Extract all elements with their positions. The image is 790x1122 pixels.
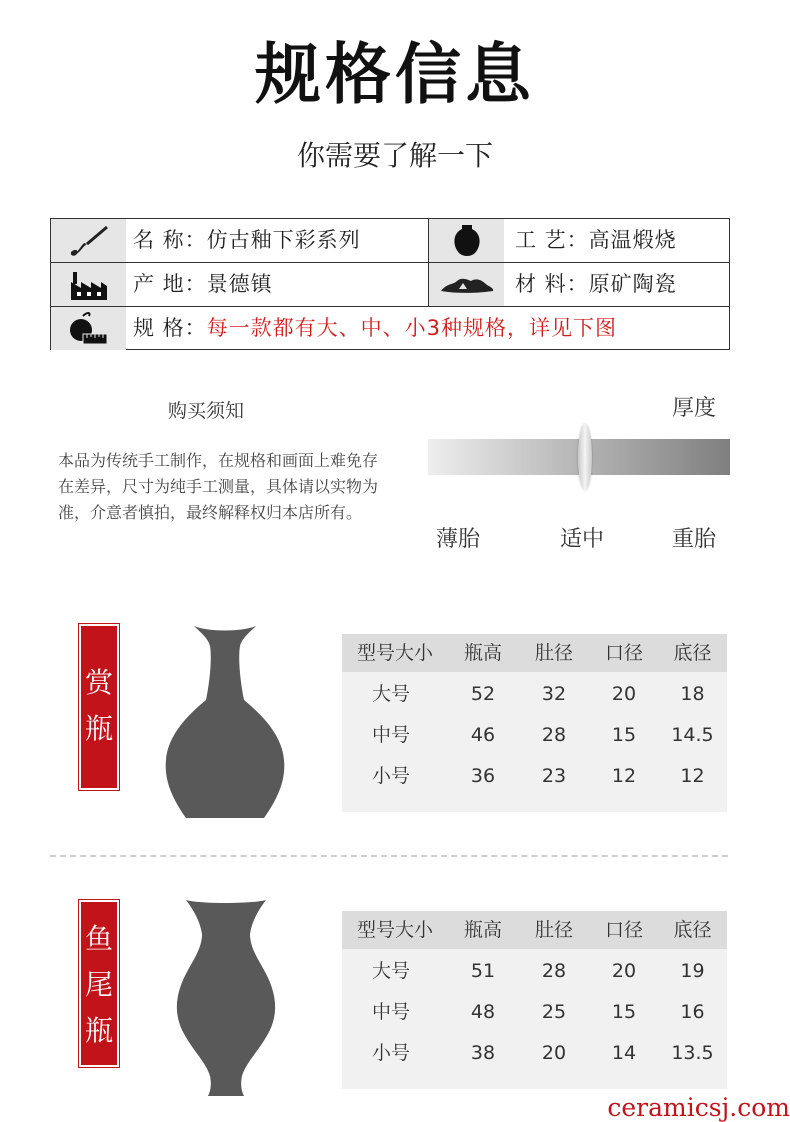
cell: 14 bbox=[611, 1042, 637, 1064]
thickness-thin: 薄胎 bbox=[436, 527, 481, 552]
cell: 中号 bbox=[371, 1001, 410, 1023]
spec-header bbox=[342, 634, 727, 672]
spec-table-1 bbox=[342, 634, 727, 812]
shangping-vase-image bbox=[160, 624, 290, 820]
info-spec-label: 规 格： bbox=[133, 316, 207, 340]
cell: 15 bbox=[611, 1001, 637, 1023]
info-material: 材 料：原矿陶瓷 bbox=[515, 272, 677, 296]
cell: 48 bbox=[470, 1001, 496, 1023]
section-tag-2 bbox=[79, 900, 119, 1067]
notice-title: 购买须知 bbox=[168, 400, 245, 422]
cell: 28 bbox=[541, 960, 567, 982]
thickness-title: 厚度 bbox=[672, 396, 717, 421]
info-row-1 bbox=[51, 219, 729, 263]
cell: 32 bbox=[541, 683, 567, 705]
tag-char: 尾 bbox=[84, 968, 113, 1001]
table-row bbox=[342, 951, 727, 992]
cell: 12 bbox=[611, 765, 637, 787]
col-mouth: 口径 bbox=[604, 919, 643, 941]
info-table bbox=[50, 218, 730, 350]
notice-body: 本品为传统手工制作，在规格和画面上难免存在差异，尺寸为纯手工测量，具体请以实物为准，介意者慎拍，最终解释权归本店所有。 bbox=[58, 451, 379, 522]
brush-icon bbox=[51, 219, 126, 262]
col-height: 瓶高 bbox=[463, 919, 502, 941]
apple-ruler-icon bbox=[51, 307, 126, 350]
spec-header bbox=[342, 911, 727, 949]
cell: 51 bbox=[470, 960, 496, 982]
table-row bbox=[342, 1033, 727, 1074]
tag-char: 赏 bbox=[84, 666, 113, 699]
spec-table-2 bbox=[342, 911, 727, 1089]
info-craft: 工 艺：高温煅烧 bbox=[515, 228, 677, 252]
cell: 52 bbox=[470, 683, 496, 705]
cell: 小号 bbox=[371, 765, 410, 787]
cell: 23 bbox=[541, 765, 567, 787]
cell: 12 bbox=[680, 765, 705, 787]
cell: 38 bbox=[470, 1042, 496, 1064]
cell: 13.5 bbox=[671, 1042, 714, 1064]
col-size: 型号大小 bbox=[356, 642, 433, 664]
thickness-medium: 适中 bbox=[560, 527, 605, 552]
col-belly: 肚径 bbox=[534, 919, 573, 941]
cell: 14.5 bbox=[671, 724, 714, 746]
info-row-2 bbox=[51, 263, 729, 307]
section-tag-1 bbox=[79, 624, 119, 790]
tag-char: 瓶 bbox=[84, 1014, 113, 1047]
clay-icon bbox=[429, 263, 504, 306]
cell: 28 bbox=[541, 724, 567, 746]
cell: 中号 bbox=[371, 724, 410, 746]
col-base: 底径 bbox=[673, 919, 712, 941]
cell: 15 bbox=[611, 724, 637, 746]
info-origin: 产 地：景德镇 bbox=[133, 272, 273, 296]
cell: 25 bbox=[541, 1001, 567, 1023]
col-mouth: 口径 bbox=[604, 642, 643, 664]
cell: 16 bbox=[680, 1001, 705, 1023]
cell: 19 bbox=[680, 960, 705, 982]
cell: 大号 bbox=[371, 683, 410, 705]
info-row-3 bbox=[51, 307, 729, 350]
table-row bbox=[342, 756, 727, 797]
table-row bbox=[342, 992, 727, 1033]
info-spec bbox=[133, 307, 617, 350]
page-subtitle: 你需要了解一下 bbox=[296, 139, 493, 172]
cell: 46 bbox=[470, 724, 496, 746]
cell: 20 bbox=[611, 683, 637, 705]
fishtail-vase-image bbox=[166, 898, 286, 1098]
table-row bbox=[342, 674, 727, 715]
cell: 18 bbox=[680, 683, 705, 705]
info-name: 名 称：仿古釉下彩系列 bbox=[133, 228, 361, 252]
table-row bbox=[342, 715, 727, 756]
tag-char: 鱼 bbox=[84, 922, 113, 955]
col-belly: 肚径 bbox=[534, 642, 573, 664]
col-height: 瓶高 bbox=[463, 642, 502, 664]
cell: 36 bbox=[470, 765, 496, 787]
cell: 20 bbox=[611, 960, 637, 982]
tag-char: 瓶 bbox=[84, 712, 113, 745]
col-base: 底径 bbox=[673, 642, 712, 664]
col-size: 型号大小 bbox=[356, 919, 433, 941]
cell: 大号 bbox=[371, 960, 410, 982]
watermark: ceramicsj.com bbox=[607, 1093, 790, 1122]
factory-icon bbox=[51, 263, 126, 306]
cell: 小号 bbox=[371, 1042, 410, 1064]
thickness-marker bbox=[578, 424, 592, 490]
thickness-heavy: 重胎 bbox=[672, 527, 717, 552]
info-spec-value: 每一款都有大、中、小3种规格，详见下图 bbox=[206, 316, 618, 340]
page-title: 规格信息 bbox=[255, 36, 535, 113]
cell: 20 bbox=[541, 1042, 567, 1064]
vase-icon bbox=[429, 219, 504, 262]
section-divider bbox=[50, 855, 728, 857]
